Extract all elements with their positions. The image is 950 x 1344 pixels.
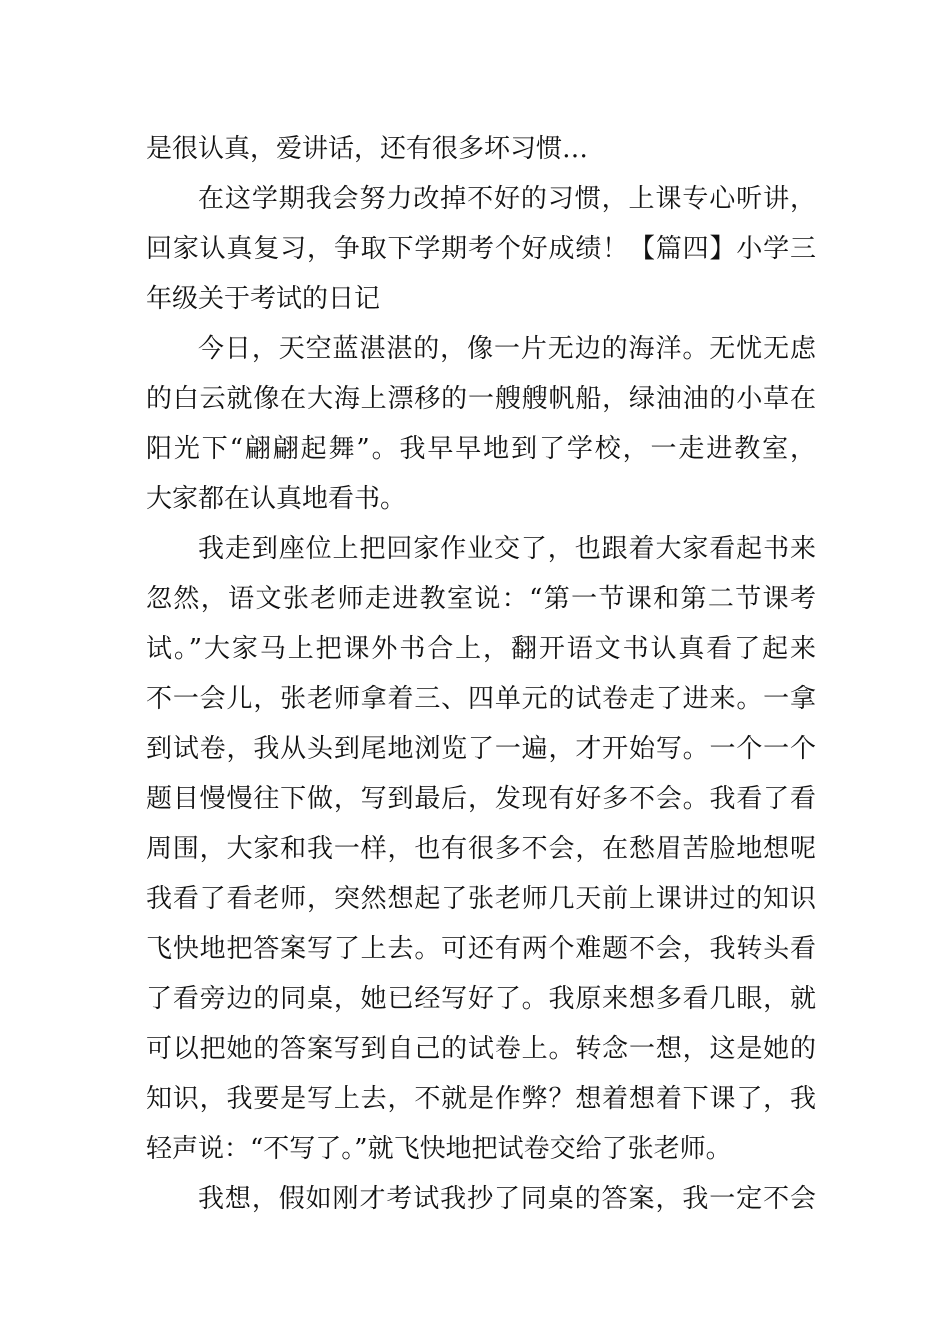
text-line: 是很认真，爱讲话，还有很多坏习惯… — [146, 134, 589, 164]
text-line: 到试卷，我从头到尾地浏览了一遍，才开始写。一个一个 — [146, 734, 816, 764]
text-line: 轻声说：“不写了。”就飞快地把试卷交给了张老师。 — [146, 1134, 732, 1164]
text-line: 的白云就像在大海上漂移的一艘艘帆船，绿油油的小草在 — [146, 384, 816, 414]
text-line: 大家都在认真地看书。 — [146, 484, 407, 514]
text-line: 题目慢慢往下做，写到最后，发现有好多不会。我看了看 — [146, 784, 816, 814]
text-line: 阳光下“翩翩起舞”。我早早地到了学校，一走进教室， — [146, 434, 816, 464]
document-body — [146, 124, 816, 1224]
text-line: 飞快地把答案写了上去。可还有两个难题不会，我转头看 — [146, 934, 816, 964]
text-line: 我走到座位上把回家作业交了，也跟着大家看起书来 — [198, 534, 816, 564]
text-line: 我想，假如刚才考试我抄了同桌的答案，我一定不会 — [198, 1184, 816, 1214]
text-line: 回家认真复习，争取下学期考个好成绩！【篇四】小学三 — [146, 234, 816, 264]
text-line: 今日，天空蓝湛湛的，像一片无边的海洋。无忧无虑 — [198, 334, 816, 364]
text-line: 在这学期我会努力改掉不好的习惯，上课专心听讲， — [198, 184, 816, 214]
text-line: 可以把她的答案写到自己的试卷上。转念一想，这是她的 — [146, 1034, 816, 1064]
text-line: 了看旁边的同桌，她已经写好了。我原来想多看几眼，就 — [146, 984, 816, 1014]
text-line: 知识，我要是写上去，不就是作弊？想着想着下课了，我 — [146, 1084, 816, 1114]
text-line: 我看了看老师，突然想起了张老师几天前上课讲过的知识 — [146, 884, 816, 914]
text-line: 忽然，语文张老师走进教室说：“第一节课和第二节课考 — [146, 584, 816, 614]
text-line: 试。”大家马上把课外书合上，翻开语文书认真看了起来 — [146, 634, 816, 664]
text-line: 周围，大家和我一样，也有很多不会，在愁眉苦脸地想呢 — [146, 834, 816, 864]
text-line: 年级关于考试的日记 — [146, 284, 381, 314]
text-line: 不一会儿，张老师拿着三、四单元的试卷走了进来。一拿 — [146, 684, 816, 714]
